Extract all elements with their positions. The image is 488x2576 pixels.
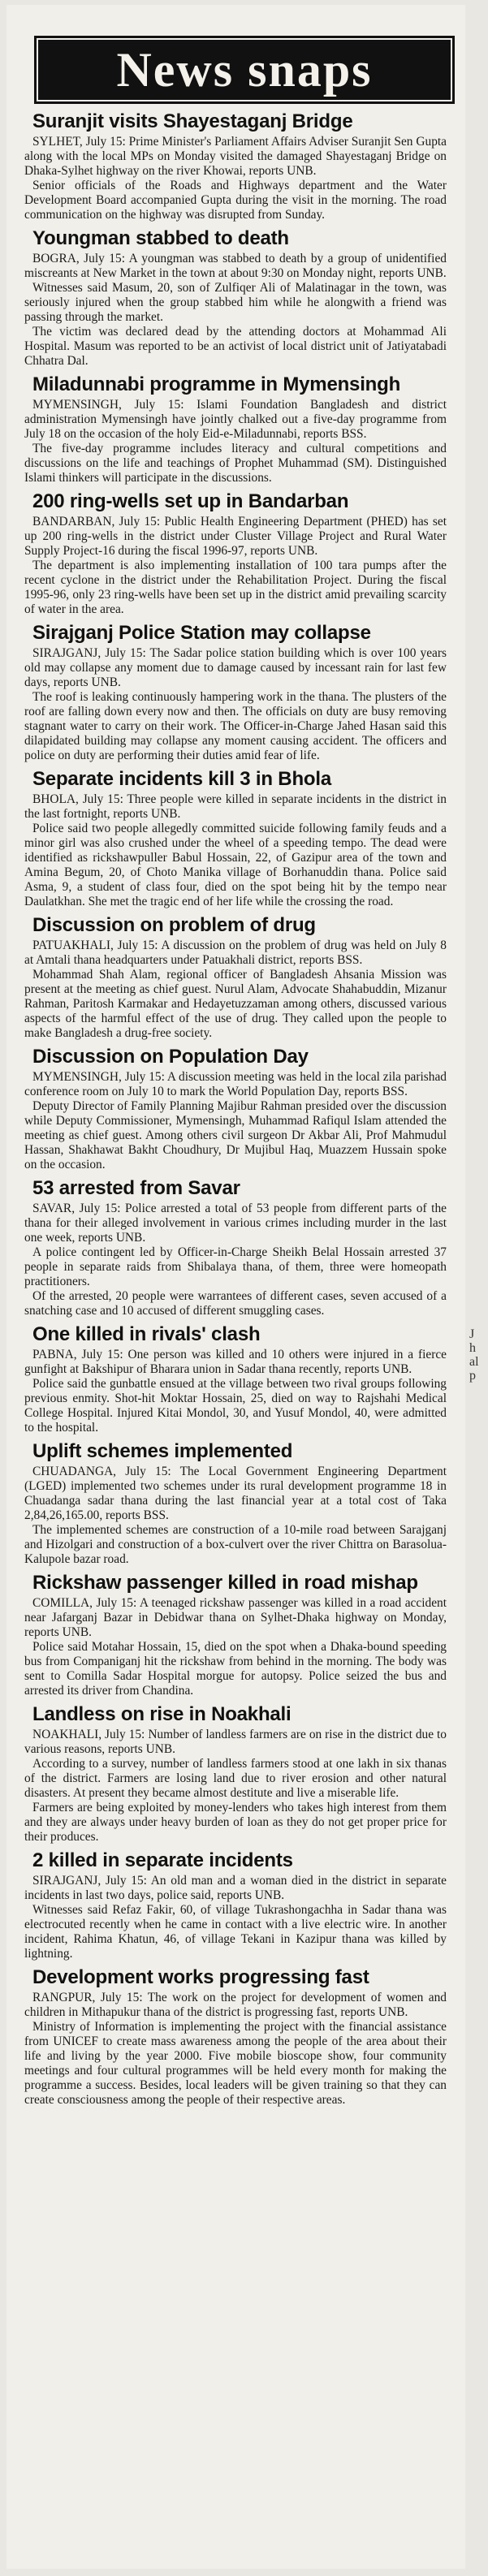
story-paragraph: Witnesses said Masum, 20, son of Zulfiqer Ali of Malatinagar in the town, was seriously injured when the group stabbed him while he alongwith a friend was passing through the market.	[24, 281, 447, 324]
story-body	[24, 1348, 447, 1435]
story-body	[24, 252, 447, 369]
story-body	[24, 1991, 447, 2108]
newspaper-clipping	[6, 5, 465, 2569]
news-story	[24, 373, 447, 485]
news-story	[24, 227, 447, 369]
story-headline: Discussion on Population Day	[32, 1046, 309, 1068]
story-paragraph: Witnesses said Refaz Fakir, 60, of village Tukrashongachha in Sadar thana was electrocuted recently when he came in contact with a live electric wire. In another incident, Rahima Khatun, 46, of village Tekani in Kazipur thana was killed by lightning.	[24, 1903, 447, 1961]
news-story	[24, 1323, 447, 1435]
story-headline: Development works progressing fast	[32, 1966, 369, 1988]
story-headline: Landless on rise in Noakhali	[32, 1703, 292, 1725]
story-headline: Uplift schemes implemented	[32, 1440, 293, 1462]
news-story	[24, 914, 447, 1041]
story-body	[24, 1728, 447, 1845]
story-headline: Sirajganj Police Station may collapse	[32, 622, 371, 644]
story-body	[24, 515, 447, 617]
story-headline: 200 ring-wells set up in Bandarban	[32, 490, 349, 512]
story-paragraph: MYMENSINGH, July 15: Islami Foundation Bangladesh and district administration Mymensingh have jointly chalked out a five-day programme from July 18 on the occasion of the holy Eid-e-Miladunnabi, reports BSS.	[24, 398, 447, 441]
story-paragraph: COMILLA, July 15: A teenaged rickshaw passenger was killed in a road accident near Jafarganj Bazar in Debidwar thana on Sylhet-Dhaka highway on Monday, reports UNB.	[24, 1596, 447, 1639]
news-story	[24, 490, 447, 617]
story-paragraph: RANGPUR, July 15: The work on the project for development of women and children in Mithapukur thana of the district is progressing fast, reports UNB.	[24, 1991, 447, 2019]
story-headline: Suranjit visits Shayestaganj Bridge	[32, 110, 353, 132]
story-paragraph: PATUAKHALI, July 15: A discussion on the problem of drug was held on July 8 at Amtali thana headquarters under Patuakhali district, reports BSS.	[24, 938, 447, 967]
news-story	[24, 1177, 447, 1318]
story-headline: 53 arrested from Savar	[32, 1177, 240, 1199]
story-paragraph: Ministry of Information is implementing the project with the financial assistance from UNICEF to create mass awareness among the people of the area about their life and living by the year 2000. Five mobile bioscope show, four community meetings and four cultural programmes will be held every month for making the programme a success. Besides, local leaders will be given training so that they can create consciousness among the people of their respective areas.	[24, 2020, 447, 2107]
story-paragraph: Deputy Director of Family Planning Majibur Rahman presided over the discussion while Deputy Commissioner, Mymensingh, Muhammad Rafiqul Islam attended the meeting as chief guest. Among others civil surgeon Dr Akbar Ali, Prof Mahmudul Hassan, Shakhawat Bakht Choudhury, Dr Mujibul Haq, Muazzem Hussain spoke on the occasion.	[24, 1099, 447, 1171]
news-story	[24, 622, 447, 763]
story-headline: Youngman stabbed to death	[32, 227, 289, 249]
story-paragraph: The implemented schemes are construction of a 10-mile road between Sarajganj and Hizolgari and construction of a box-culvert over the river Chittra on Barasolua-Kalupole bazar road.	[24, 1523, 447, 1566]
story-paragraph: NOAKHALI, July 15: Number of landless farmers are on rise in the district due to various reasons, reports UNB.	[24, 1728, 447, 1756]
story-paragraph: The department is also implementing installation of 100 tara pumps after the recent cyclone in the district under the Rehabilitation Project. During the fiscal 1995-96, only 23 ring-wells have been set up in the district amid prevailing scarcity of water in the area.	[24, 559, 447, 616]
story-paragraph: The victim was declared dead by the attending doctors at Mohammad Ali Hospital. Masum was reported to be an activist of local district unit of Jatiyatabadi Chhatra Dal.	[24, 325, 447, 368]
news-column	[24, 110, 447, 2108]
story-paragraph: CHUADANGA, July 15: The Local Government Engineering Department (LGED) implemented two schemes under its rural development programme 18 in Chuadanga sadar thana during the last financial year at a total cost of Taka 2,84,26,165.00, reports BSS.	[24, 1465, 447, 1522]
story-headline: Rickshaw passenger killed in road mishap	[32, 1572, 418, 1594]
story-paragraph: Police said Motahar Hossain, 15, died on the spot when a Dhaka-bound speeding bus from Companiganj hit the rickshaw from behind in the morning. The body was sent to Comilla Sadar Hospital morgue for autopsy. Police seized the bus and arrested its driver from Chandina.	[24, 1640, 447, 1698]
story-body	[24, 1465, 447, 1567]
story-body	[24, 135, 447, 222]
masthead-title: News snaps	[37, 38, 452, 101]
story-paragraph: SYLHET, July 15: Prime Minister's Parliament Affairs Adviser Suranjit Sen Gupta along with the local MPs on Monday visited the damaged Shayestaganj Bridge on Dhaka-Sylhet highway on the river Khowai, reports UNB.	[24, 135, 447, 178]
story-paragraph: SIRAJGANJ, July 15: An old man and a woman died in the district in separate incidents in last two days, police said, reports UNB.	[24, 1874, 447, 1902]
fragment-line: h	[469, 1341, 476, 1355]
story-paragraph: MYMENSINGH, July 15: A discussion meeting was held in the local zila parishad conference room on July 10 to mark the World Population Day, reports BSS.	[24, 1070, 447, 1098]
story-paragraph: Of the arrested, 20 people were warrantees of different cases, seven accused of a snatching case and 10 accused of different smuggling cases.	[24, 1289, 447, 1318]
news-story	[24, 1966, 447, 2108]
story-paragraph: SIRAJGANJ, July 15: The Sadar police station building which is over 100 years old may collapse any moment due to damage caused by incessant rain for last few days, reports UNB.	[24, 646, 447, 689]
story-body	[24, 938, 447, 1041]
story-body	[24, 398, 447, 485]
story-paragraph: Police said two people allegedly committed suicide following family feuds and a minor girl was also crushed under the wheel of a speeding tempo. The dead were identified as rickshawpuller Babul Hossain, 22, of Gazipur area of the town and Amina Begum, 20, of Choto Manika village of Borhanuddin thana. Police said Asma, 9, a student of class four, died on the spot being hit by the tempo near Daulatkhan. She met the tragic end of her life while the crossing the road.	[24, 822, 447, 908]
story-paragraph: The roof is leaking continuously hampering work in the thana. The plusters of the roof are falling down every now and then. The officials on duty are busy removing stagnant water to carry on their work. The Officer-in-Charge Jahed Hasan said this dilapidated building may collapse any moment causing accident. The officers and police on duty are performing their duties amid fear of life.	[24, 690, 447, 762]
story-paragraph: BHOLA, July 15: Three people were killed in separate incidents in the district in the last fortnight, reports UNB.	[24, 792, 447, 821]
story-paragraph: According to a survey, number of landless farmers stood at one lakh in six thanas of the district. Farmers are losing land due to river erosion and other natural disasters. At present they became almost destitute and live a miserable life.	[24, 1757, 447, 1800]
story-paragraph: Mohammad Shah Alam, regional officer of Bangladesh Ahsania Mission was present at the meeting as chief guest. Nurul Alam, Advocate Shahabuddin, Mizanur Rahman, Paritosh Karmakar and Hedayetuzzaman among others, discussed various aspects of the harmful effect of the use of drug. They called upon the people to make Bangladesh a drug-free society.	[24, 968, 447, 1040]
news-story	[24, 1703, 447, 1845]
story-body	[24, 1070, 447, 1172]
story-paragraph: SAVAR, July 15: Police arrested a total of 53 people from different parts of the thana for their alleged involvement in various crimes including murder in the last one week, reports UNB.	[24, 1202, 447, 1245]
fragment-line: p	[469, 1369, 476, 1383]
news-story	[24, 768, 447, 909]
story-headline: Miladunnabi programme in Mymensingh	[32, 373, 401, 395]
story-body	[24, 646, 447, 763]
story-body	[24, 792, 447, 909]
story-headline: 2 killed in separate incidents	[32, 1849, 293, 1871]
fragment-line: al	[469, 1355, 479, 1369]
masthead	[34, 36, 455, 104]
news-story	[24, 1849, 447, 1961]
story-headline: One killed in rivals' clash	[32, 1323, 261, 1345]
story-paragraph: A police contingent led by Officer-in-Charge Sheikh Belal Hossain arrested 37 people in separate raids from Shibalaya thana, of them, three were homeopath practitioners.	[24, 1245, 447, 1288]
story-body	[24, 1874, 447, 1961]
story-headline: Separate incidents kill 3 in Bhola	[32, 768, 331, 790]
adjacent-column-fragment	[469, 1327, 486, 1383]
story-body	[24, 1596, 447, 1698]
story-headline: Discussion on problem of drug	[32, 914, 316, 936]
story-paragraph: Senior officials of the Roads and Highways department and the Water Development Board accompanied Gupta during the visit in the morning. The road communication on the highway was disrupted from Sunday.	[24, 179, 447, 222]
story-paragraph: BOGRA, July 15: A youngman was stabbed to death by a group of unidentified miscreants at New Market in the town at about 9:30 on Monday night, reports UNB.	[24, 252, 447, 280]
news-story	[24, 1572, 447, 1698]
story-body	[24, 1202, 447, 1318]
story-paragraph: Police said the gunbattle ensued at the village between two rival groups following previous enmity. Shot-hit Moktar Hossain, 25, died on way to Rajshahi Medical College Hospital. Injured Kitai Mondol, 30, and Yusuf Mondol, 40, were admitted to the hospital.	[24, 1377, 447, 1435]
story-paragraph: The five-day programme includes literacy and cultural competitions and discussions on the life and teachings of Prophet Muhammad (SM). Distinguished Islami thinkers will participate in the discussions.	[24, 442, 447, 485]
story-paragraph: BANDARBAN, July 15: Public Health Engineering Department (PHED) has set up 200 ring-wells in the district under Cluster Village Project and Rural Water Supply Project-16 during the fiscal 1996-97, reports UNB.	[24, 515, 447, 558]
story-paragraph: Farmers are being exploited by money-lenders who takes high interest from them and they are always under heavy burden of loan as they do not get proper price for their produces.	[24, 1801, 447, 1844]
news-story	[24, 1440, 447, 1567]
story-paragraph: PABNA, July 15: One person was killed and 10 others were injured in a fierce gunfight at Bakshipur of Bharara union in Sadar thana recently, reports UNB.	[24, 1348, 447, 1376]
news-story	[24, 1046, 447, 1172]
news-story	[24, 110, 447, 222]
fragment-line: J	[469, 1327, 475, 1341]
